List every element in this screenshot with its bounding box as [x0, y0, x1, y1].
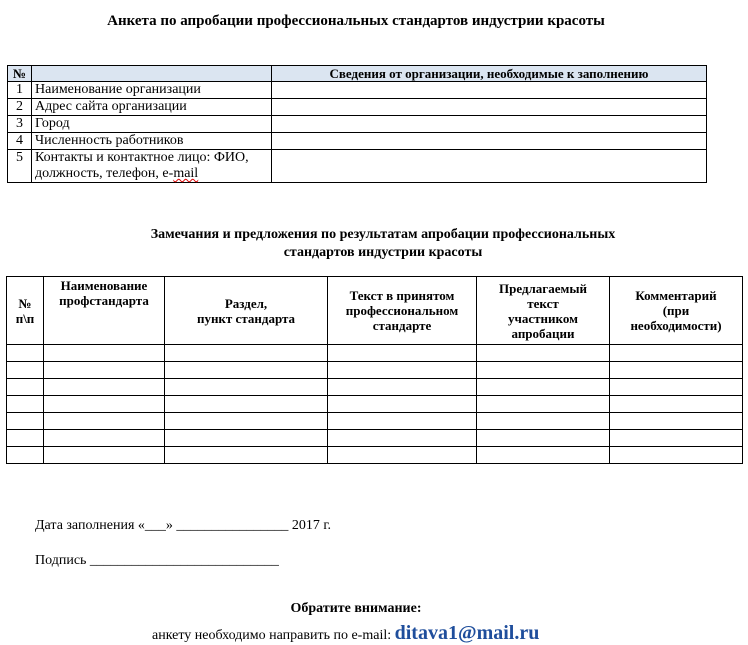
fill-cell[interactable] — [165, 396, 328, 413]
fill-cell[interactable] — [610, 379, 743, 396]
send-instruction — [152, 622, 539, 645]
row-number: 1 — [8, 82, 32, 99]
row-label: Численность работников — [32, 133, 272, 150]
header-line: Текст в принятом — [349, 288, 455, 303]
column-header-number — [7, 277, 44, 345]
header-line: Раздел, — [224, 295, 268, 311]
section-title — [88, 226, 678, 262]
header-line: Наименование — [60, 278, 148, 293]
fill-cell[interactable] — [7, 413, 44, 430]
header-line: необходимости) — [630, 318, 722, 333]
row-number: 5 — [8, 150, 32, 183]
row-label: Наименование организации — [32, 82, 272, 99]
column-header-text — [328, 277, 477, 345]
fill-cell[interactable] — [477, 413, 610, 430]
section-title-line2: стандартов индустрии красоты — [283, 245, 483, 260]
header-line: профстандарта — [59, 293, 149, 308]
fill-cell[interactable] — [477, 362, 610, 379]
row-number: 2 — [8, 99, 32, 116]
fill-cell[interactable] — [44, 396, 165, 413]
table-row — [7, 396, 743, 413]
table-row — [7, 345, 743, 362]
fill-cell[interactable] — [165, 379, 328, 396]
fill-cell[interactable] — [7, 345, 44, 362]
fill-cell[interactable] — [477, 396, 610, 413]
fill-cell[interactable] — [328, 430, 477, 447]
header-line: профессиональном — [345, 303, 459, 318]
fill-cell[interactable] — [272, 116, 707, 133]
fill-cell[interactable] — [165, 362, 328, 379]
fill-cell[interactable] — [610, 396, 743, 413]
row-label-text: Контакты и контактное лицо: ФИО, должность, телефон, e- — [35, 150, 249, 181]
fill-cell[interactable] — [165, 430, 328, 447]
table-row — [8, 150, 707, 183]
table-row — [7, 362, 743, 379]
row-label-suffix: mail — [173, 166, 199, 181]
table-header-row — [8, 66, 707, 82]
fill-cell[interactable] — [272, 99, 707, 116]
form-title: Анкета по апробации профессиональных стандартов индустрии красоты — [107, 13, 605, 29]
fill-cell[interactable] — [328, 413, 477, 430]
fill-cell[interactable] — [44, 430, 165, 447]
fill-cell[interactable] — [610, 430, 743, 447]
fill-cell[interactable] — [7, 362, 44, 379]
column-header-comment — [610, 277, 743, 345]
header-line: пункт стандарта — [196, 310, 296, 326]
fill-cell[interactable] — [477, 447, 610, 464]
header-line: Предлагаемый — [499, 280, 587, 296]
header-line: текст — [527, 295, 559, 311]
row-label: Город — [32, 116, 272, 133]
header-line: № — [18, 295, 32, 311]
fill-cell[interactable] — [328, 362, 477, 379]
fill-cell[interactable] — [7, 396, 44, 413]
fill-cell[interactable] — [44, 345, 165, 362]
fill-cell[interactable] — [328, 379, 477, 396]
table-row — [8, 133, 707, 150]
signature-line: Подпись ___________________________ — [35, 553, 279, 568]
fill-cell[interactable] — [610, 413, 743, 430]
table-row — [8, 99, 707, 116]
row-number: 4 — [8, 133, 32, 150]
fill-cell[interactable] — [272, 150, 707, 183]
table-row — [8, 82, 707, 99]
section-title-line1: Замечания и предложения по результатам апробации профессиональных — [150, 227, 616, 242]
fill-cell[interactable] — [44, 362, 165, 379]
remarks-table — [6, 276, 743, 464]
fill-cell[interactable] — [165, 345, 328, 362]
fill-cell[interactable] — [7, 447, 44, 464]
fill-cell[interactable] — [477, 430, 610, 447]
fill-cell[interactable] — [610, 362, 743, 379]
header-line: стандарте — [372, 318, 432, 333]
header-line: (при — [662, 303, 690, 318]
organization-info-table — [7, 65, 707, 183]
table-row — [7, 379, 743, 396]
fill-cell[interactable] — [328, 345, 477, 362]
table-row — [7, 430, 743, 447]
fill-cell[interactable] — [477, 345, 610, 362]
send-text: анкету необходимо направить по e-mail: — [152, 628, 395, 643]
fill-cell[interactable] — [328, 447, 477, 464]
header-line: п\п — [15, 310, 35, 326]
row-label — [32, 150, 272, 183]
column-header-number: № — [8, 66, 32, 82]
table-row — [7, 413, 743, 430]
fill-cell[interactable] — [328, 396, 477, 413]
header-line: участником — [508, 310, 578, 326]
header-line: апробации — [511, 325, 575, 341]
date-line: Дата заполнения «___» ________________ 2017 г. — [35, 518, 332, 533]
fill-cell[interactable] — [610, 447, 743, 464]
table-header-row — [7, 277, 743, 345]
fill-cell[interactable] — [44, 447, 165, 464]
fill-cell[interactable] — [7, 379, 44, 396]
table-row — [7, 447, 743, 464]
fill-cell[interactable] — [610, 345, 743, 362]
column-header-info: Сведения от организации, необходимые к заполнению — [272, 66, 707, 82]
fill-cell[interactable] — [44, 379, 165, 396]
column-header-field — [32, 66, 272, 82]
column-header-section — [165, 277, 328, 345]
fill-cell[interactable] — [165, 447, 328, 464]
fill-cell[interactable] — [477, 379, 610, 396]
table-row — [8, 116, 707, 133]
fill-cell[interactable] — [7, 430, 44, 447]
email-link[interactable]: ditava1@mail.ru — [394, 622, 540, 644]
row-number: 3 — [8, 116, 32, 133]
header-line: Комментарий — [635, 288, 717, 303]
fill-cell[interactable] — [165, 413, 328, 430]
column-header-proposed — [477, 277, 610, 345]
fill-cell[interactable] — [272, 82, 707, 99]
fill-cell[interactable] — [272, 133, 707, 150]
remarks-table-body — [7, 345, 743, 464]
column-header-standard — [44, 277, 165, 345]
notice-heading: Обратите внимание: — [290, 601, 422, 616]
row-label: Адрес сайта организации — [32, 99, 272, 116]
fill-cell[interactable] — [44, 413, 165, 430]
